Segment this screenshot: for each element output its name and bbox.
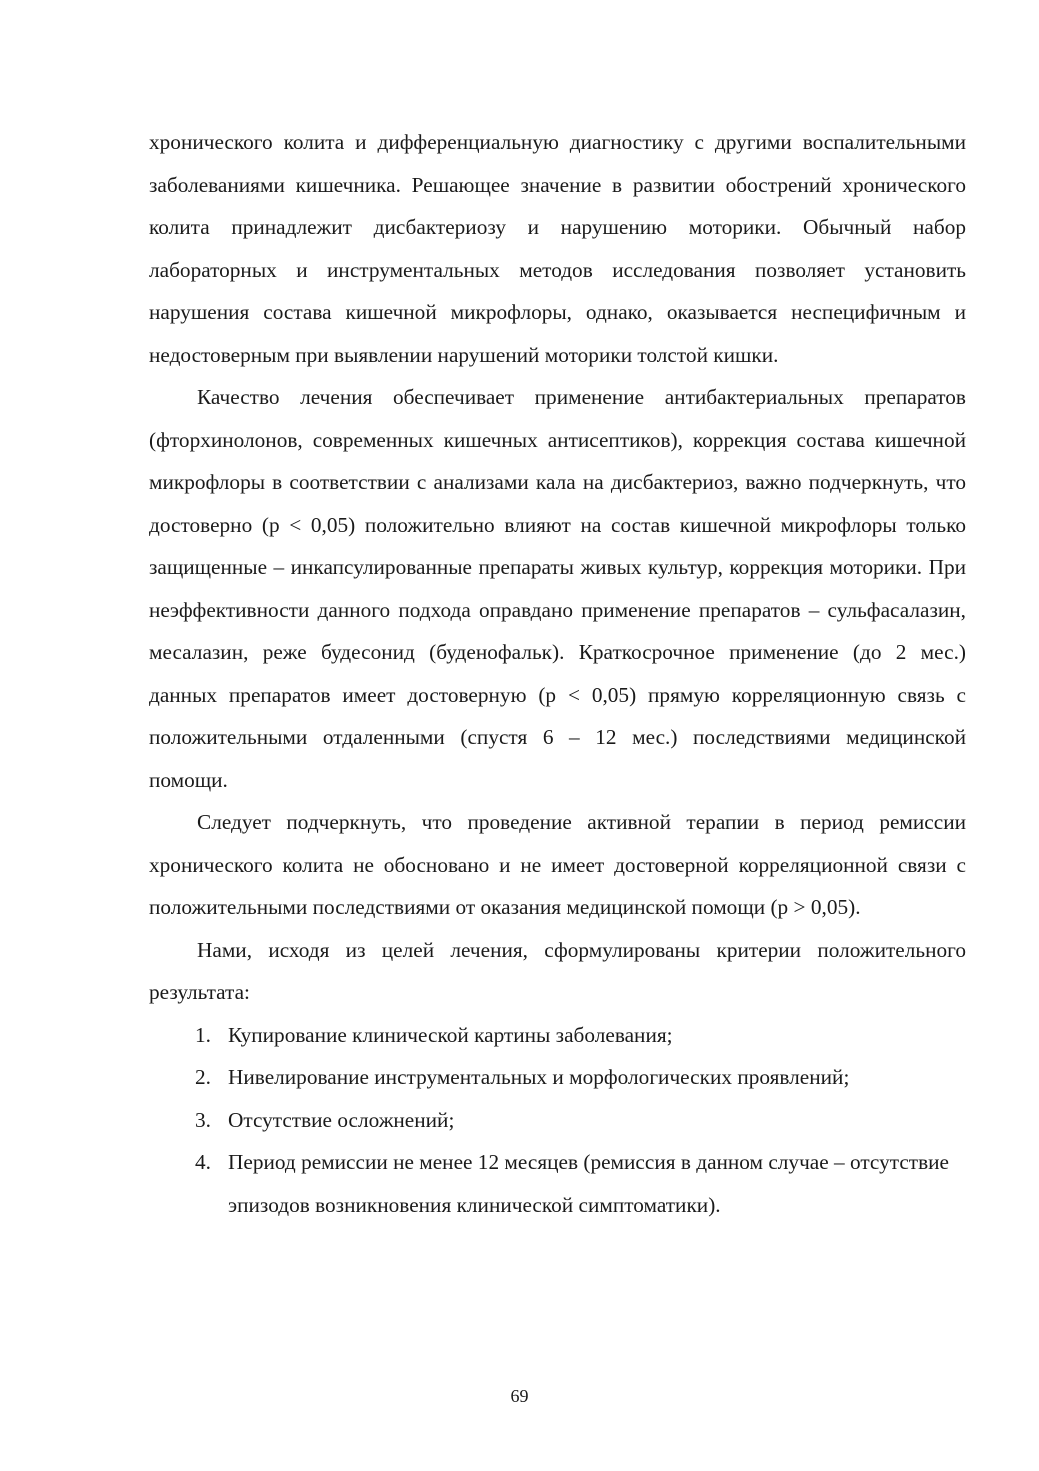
paragraph-remission-therapy: Следует подчеркнуть, что проведение активной терапии в период ремиссии хронического колита не обосновано и не имеет достоверной корреляционной связи с положительными последствиями от оказания медицинской помощи (p > 0,05). <box>149 810 966 919</box>
criteria-item <box>149 1141 966 1226</box>
criteria-item-number: 2. <box>195 1065 211 1089</box>
criteria-list <box>149 1014 966 1227</box>
criteria-item-number: 3. <box>195 1107 211 1132</box>
page-body <box>149 121 966 1226</box>
criteria-item-number: 4. <box>195 1150 211 1174</box>
page-number: 69 <box>510 1386 529 1406</box>
criteria-item <box>149 1014 966 1057</box>
criteria-item-number: 1. <box>195 1022 211 1047</box>
criteria-item-text: Отсутствие осложнений; <box>228 1107 455 1132</box>
criteria-item-text: Период ремиссии не менее 12 месяцев (ремиссия в данном случае – отсутствие эпизодов возникновения клинической симптоматики). <box>228 1150 949 1217</box>
criteria-item <box>149 1056 966 1099</box>
criteria-item-text: Купирование клинической картины заболевания; <box>228 1022 673 1047</box>
criteria-item <box>149 1099 966 1142</box>
paragraph-treatment-quality: Качество лечения обеспечивает применение антибактериальных препаратов (фторхинолонов, современных кишечных антисептиков), коррекция состава кишечной микрофлоры в соответствии с анализами кала на дисбактериоз, важно подчеркнуть, что достоверно (p < 0,05) положительно влияют на состав кишечной микрофлоры только защищенные – инкапсулированные препараты живых культур, коррекция моторики. При неэффективности данного подхода оправдано применение препаратов – сульфасалазин, месалазин, реже будесонид (буденофальк). Краткосрочное применение (до 2 мес.) данных препаратов имеет достоверную (p < 0,05) прямую корреляционную связь с положительными отдаленными (спустя 6 – 12 мес.) последствиями медицинской помощи. <box>149 385 966 792</box>
paragraph-continuation: хронического колита и дифференциальную диагностику с другими воспалительными заболеваниями кишечника. Решающее значение в развитии обострений хронического колита принадлежит дисбактериозу и нарушению моторики. Обычный набор лабораторных и инструментальных методов исследования позволяет установить нарушения состава кишечной микрофлоры, однако, оказывается неспецифичным и недостоверным при выявлении нарушений моторики толстой кишки. <box>149 130 966 367</box>
paragraph-criteria-intro: Нами, исходя из целей лечения, сформулированы критерии положительного результата: <box>149 937 966 1004</box>
criteria-item-text: Нивелирование инструментальных и морфологических проявлений; <box>228 1065 850 1089</box>
